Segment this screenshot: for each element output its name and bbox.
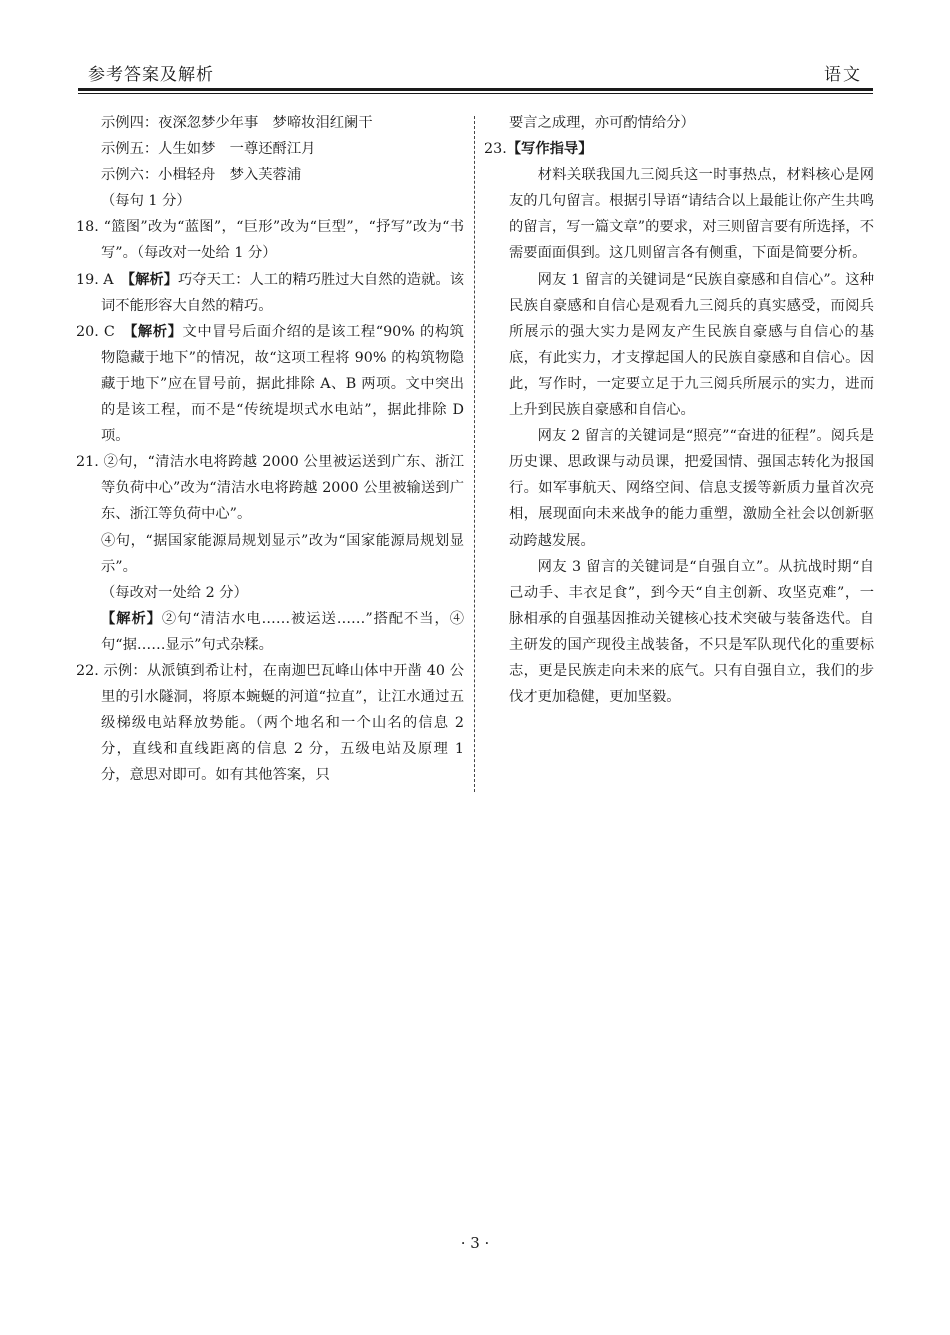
answer-23-tag: 【写作指导】 [506,141,593,158]
answer-22-continuation: 要言之成理，亦可酌情给分） [509,115,695,131]
answer-20-analysis-tag: 【解析】 [130,323,183,340]
right-column [484,110,874,710]
writing-guide-paragraph: 网友 2 留言的关键词是“照亮”“奋进的征程”。阅兵是历史课、思政课与动员课，把爱国情、强国志转化为报国行。如军事航天、网络空间、信息支援等新质力量首次亮相，展现面向未来战争的能力重塑，激励全社会以创新驱动跨越发展。 [509,428,874,549]
answer-21-analysis [76,606,464,658]
header-rule-thick [78,88,873,91]
answer-20-prefix: 20. C [76,323,131,340]
answer-22: 22. 示例：从派镇到希让村，在南迦巴瓦峰山体中开凿 40 公里的引水隧洞，将原本蜿蜒的河道“拉直”，让江水通过五级梯级电站释放势能。（两个地名和一个山名的信息 2 分，直线和直线距离的信息 2 分，五级电站及原理 1 分，意思对即可。如有其他答案，只 [76,662,464,784]
writing-guide-paragraph: 网友 1 留言的关键词是“民族自豪感和自信心”。这种民族自豪感和自信心是观看九三阅兵的真实感受，而阅兵所展示的强大实力是网友产生民族自豪感与自信心的基底，有此实力，才支撑起国人的民族自豪感和自信心。因此，写作时，一定要立足于九三阅兵所展示的实力，进而上升到民族自豪感和自信心。 [509,271,874,419]
left-column [76,110,464,788]
header-rule-thin [78,93,873,94]
answer-19-text: 巧夺天工：人工的精巧胜过大自然的造就。该词不能形容大自然的精巧。 [101,271,464,314]
writing-guide-paragraph: 材料关联我国九三阅兵这一时事热点，材料核心是网友的几句留言。根据引导语“请结合以上最能让你产生共鸣的留言，写一篇文章”的要求，对三则留言要有所选择，不需要面面俱到。这几则留言各有侧重，下面是简要分析。 [509,167,874,262]
answer-21-analysis-tag: 【解析】 [101,610,162,627]
answer-21-line2: ④句，“据国家能源局规划显示”改为“国家能源局规划显示”。 [101,532,464,575]
answer-18: 18. “篮图”改为“蓝图”，“巨形”改为“巨型”，“抒写”改为“书写”。（每改对一处给 1 分） [76,219,464,262]
example-5: 示例五：人生如梦 一尊还酹江月 [101,141,316,158]
answer-19-analysis-tag: 【解析】 [127,271,178,288]
header-title: 参考答案及解析 [88,65,214,85]
answer-20 [76,319,464,449]
answer-20-text: 文中冒号后面介绍的是该工程“90% 的构筑物隐藏于地下”的情况，故“这项工程将 90% 的构筑物隐藏于地下”应在冒号前，据此排除 A、B 两项。文中突出的是该工程，而不是“传统堤坝式水电站”，据此排除 D 项。 [101,323,464,445]
answer-21-score: （每改对一处给 2 分） [101,584,248,601]
example-6: 示例六：小楫轻舟 梦入芙蓉浦 [101,167,302,184]
answer-21-analysis-text: ②句“清洁水电……被运送……”搭配不当，④句“据……显示”句式杂糅。 [101,610,465,653]
example-score: （每句 1 分） [101,193,191,210]
column-divider [474,116,475,792]
page-number: · 3 · [460,1234,490,1252]
example-4: 示例四：夜深忽梦少年事 梦啼妆泪红阑干 [101,115,373,131]
answer-21-line1: 21. ②句，“清洁水电将跨越 2000 公里被运送到广东、浙江等负荷中心”改为“清洁水电将跨越 2000 公里被输送到广东、浙江等负荷中心”。 [76,454,464,523]
answer-23-heading [484,136,874,162]
answer-23-prefix: 23. [484,141,507,158]
writing-guide-paragraph: 网友 3 留言的关键词是“自强自立”。从抗战时期“自己动手、丰衣足食”，到今天“自主创新、攻坚克难”，一脉相承的自强基因推动关键核心技术突破与装备迭代。自主研发的国产现役主战装备，不只是军队现代化的重要标志，更是民族走向未来的底气。只有自强自立，我们的步伐才更加稳健，更加坚毅。 [509,558,874,706]
answer-19-prefix: 19. A [76,271,128,288]
answer-19 [76,267,464,319]
header-subject: 语文 [824,65,862,85]
